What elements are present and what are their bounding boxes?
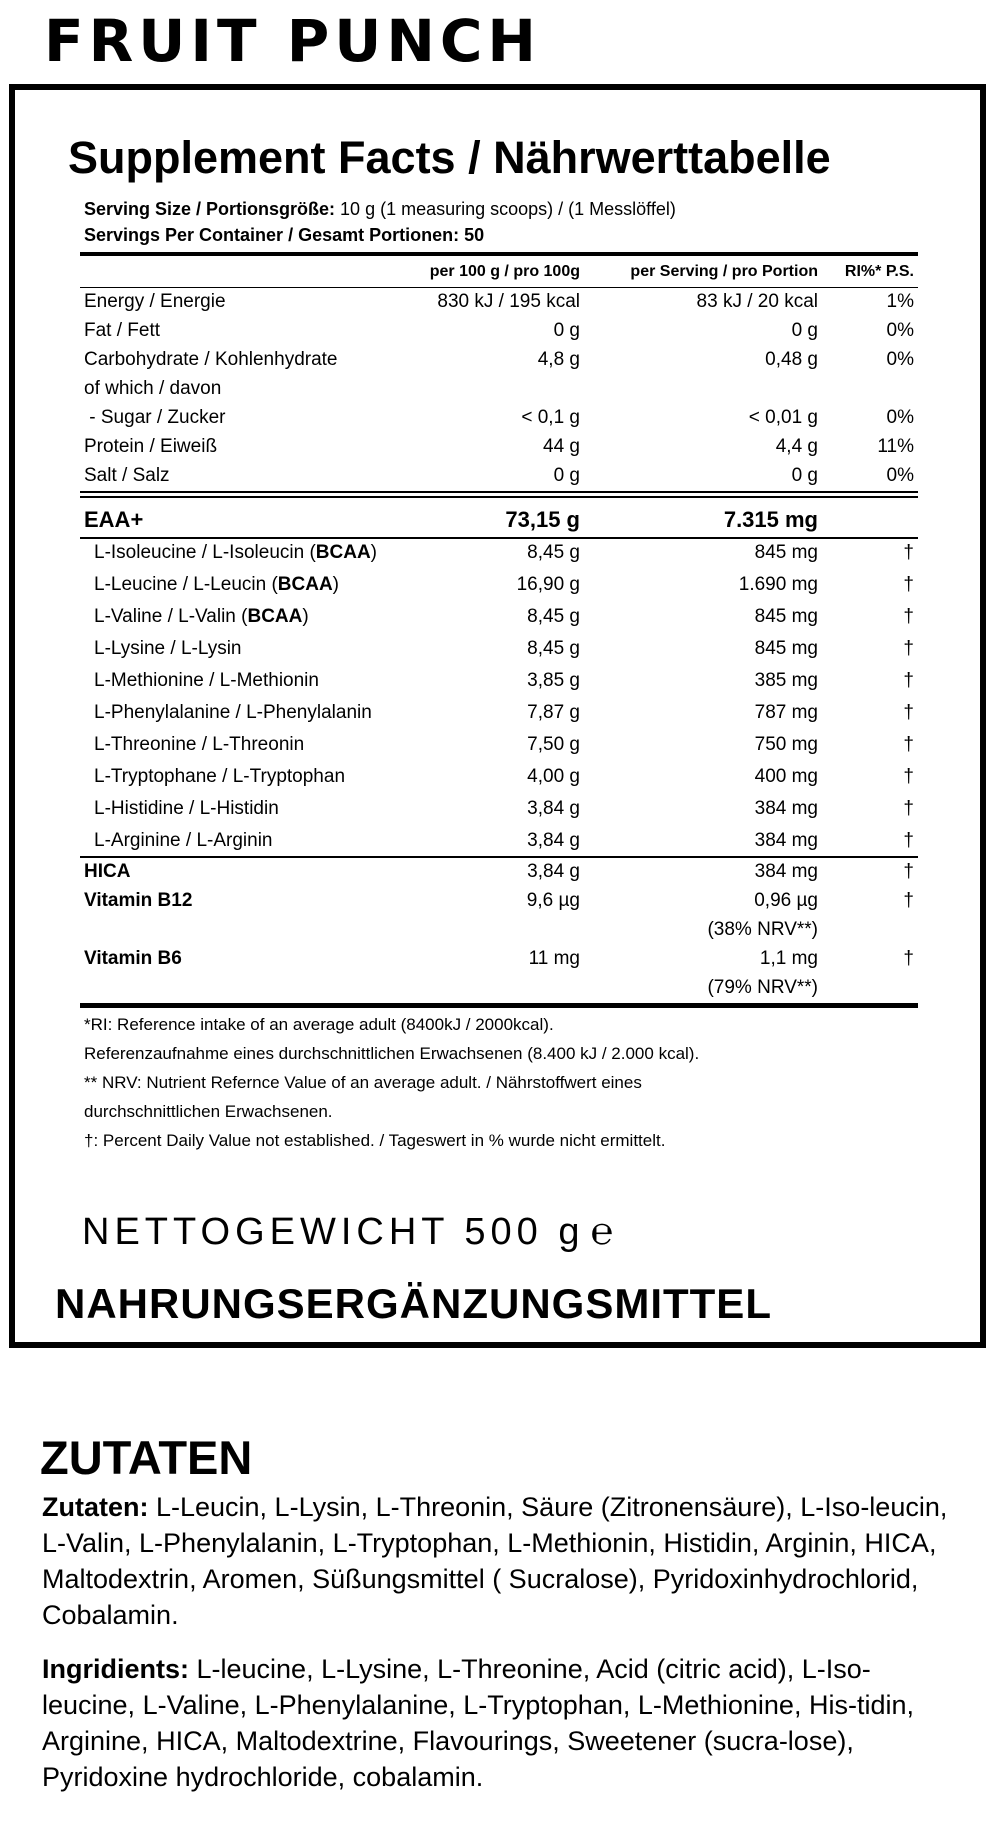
hica-name: HICA <box>84 861 131 882</box>
nutrient-name: - Sugar / Zucker <box>84 407 226 428</box>
amino-row-lysine <box>80 634 918 663</box>
amino-per-serving: 384 mg <box>754 798 818 819</box>
amino-row-methionine <box>80 666 918 695</box>
amino-per100: 7,87 g <box>527 702 580 723</box>
vitamin-b12-nrv-row <box>80 915 918 944</box>
dagger-mark: † <box>903 766 914 787</box>
dagger-mark: † <box>903 948 914 969</box>
footnote-ri: *RI: Reference intake of an average adult (8400kJ / 2000kcal). <box>84 1015 554 1034</box>
vitamin-b6-nrv-row <box>80 973 918 1002</box>
amino-per100: 8,45 g <box>527 542 580 563</box>
ingredients-en <box>42 1651 962 1795</box>
amino-per100: 3,84 g <box>527 830 580 851</box>
nutrient-name: Protein / Eiweiß <box>84 436 218 457</box>
vitamin-b6-row <box>80 944 918 973</box>
nutrient-name: Fat / Fett <box>84 320 161 341</box>
dagger-mark: † <box>903 702 914 723</box>
hica-per100: 3,84 g <box>527 861 580 882</box>
nutrient-ri: 1% <box>886 291 914 312</box>
amino-name: L-Arginine / L-Arginin <box>94 830 273 851</box>
amino-per-serving: 787 mg <box>754 702 818 723</box>
amino-per-serving: 845 mg <box>754 542 818 563</box>
amino-per-serving: 1.690 mg <box>738 574 818 595</box>
nutrient-row-salt <box>80 461 918 490</box>
footnote-ri-de: Referenzaufnahme eines durchschnittlichen Erwachsenen (8.400 kJ / 2.000 kcal). <box>84 1044 700 1063</box>
serving-size-label: Serving Size / Portionsgröße: <box>84 199 336 219</box>
vitamin-b12-per100: 9,6 µg <box>526 890 580 911</box>
nutrient-ri: 11% <box>877 436 914 457</box>
nutrient-per-serving: < 0,01 g <box>748 407 818 428</box>
dagger-mark: † <box>903 638 914 659</box>
dagger-mark: † <box>903 542 914 563</box>
nutrient-name: Carbohydrate / Kohlenhydrate <box>84 349 338 370</box>
serving-size-line <box>84 197 676 221</box>
rule-double-b <box>80 496 918 498</box>
amino-row-isoleucine <box>80 538 918 567</box>
amino-per100: 7,50 g <box>527 734 580 755</box>
nutrient-ri: 0% <box>886 465 914 486</box>
dagger-mark: † <box>903 734 914 755</box>
amino-name: L-Histidine / L-Histidin <box>94 798 279 819</box>
amino-per100: 16,90 g <box>516 574 580 595</box>
amino-name: L-Isoleucine / L-Isoleucin (BCAA) <box>94 542 377 563</box>
facts-title: Supplement Facts / Nährwerttabelle <box>68 132 831 183</box>
nutrient-per100: 44 g <box>543 436 580 457</box>
nutrient-row-sugar <box>80 403 918 432</box>
nutrient-ri: 0% <box>886 320 914 341</box>
vitamin-b6-nrv: (79% NRV**) <box>707 977 818 998</box>
nutrient-per100: 4,8 g <box>537 349 580 370</box>
dagger-mark: † <box>903 861 914 882</box>
nutrient-per-serving: 0 g <box>791 320 818 341</box>
nutrient-ri: 0% <box>886 349 914 370</box>
amino-row-histidine <box>80 794 918 823</box>
col-header-ri: RI%* P.S. <box>844 263 914 280</box>
amino-per-serving: 384 mg <box>754 830 818 851</box>
nutrient-per-serving: 0,48 g <box>765 349 818 370</box>
dagger-mark: † <box>903 830 914 851</box>
eaa-name: EAA+ <box>84 507 144 532</box>
ingredients-de-label: Zutaten: <box>42 1492 149 1522</box>
nutrient-row-carbohydrate <box>80 345 918 374</box>
amino-per-serving: 750 mg <box>754 734 818 755</box>
rule-double-a <box>80 491 918 493</box>
nutrient-per-serving: 83 kJ / 20 kcal <box>696 291 818 312</box>
footnote-nrv: ** NRV: Nutrient Refernce Value of an average adult. / Nährstoffwert eines <box>84 1073 642 1092</box>
net-weight <box>82 1208 613 1256</box>
rule-thick-bottom <box>80 1003 918 1008</box>
vitamin-b12-name: Vitamin B12 <box>84 890 193 911</box>
amino-name: L-Lysine / L-Lysin <box>94 638 242 659</box>
category-label: NAHRUNGSERGÄNZUNGSMITTEL <box>55 1280 772 1327</box>
amino-per-serving: 845 mg <box>754 638 818 659</box>
vitamin-b12-row <box>80 886 918 915</box>
ingredients-en-text: L-leucine, L-Lysine, L-Threonine, Acid (citric acid), L-Iso-leucine, L-Valine, L-Phenylalanine, L-Tryptophan, L-Methionine, His-tidin, Arginine, HICA, Maltodextrine, Flavourings, Sweetener (sucra-lose), Pyridoxine hydrochloride, cobalamin. <box>42 1654 914 1792</box>
vitamin-b12-nrv: (38% NRV**) <box>707 919 818 940</box>
nutrient-per100: 0 g <box>553 320 580 341</box>
nutrient-name: Energy / Energie <box>84 291 226 312</box>
vitamin-b6-name: Vitamin B6 <box>84 948 182 969</box>
amino-name: L-Threonine / L-Threonin <box>94 734 305 755</box>
col-header-per-serving: per Serving / pro Portion <box>630 263 818 280</box>
dagger-mark: † <box>903 670 914 691</box>
nutrient-per-serving: 0 g <box>791 465 818 486</box>
vitamin-b12-per-serving: 0,96 µg <box>754 890 818 911</box>
nutrient-row-fat <box>80 316 918 345</box>
eaa-row <box>80 503 918 537</box>
estimated-sign-icon: ℮ <box>590 1211 614 1253</box>
serving-size-value: 10 g (1 measuring scoops) / (1 Messlöffel) <box>335 199 676 219</box>
rule-thick-top <box>80 252 918 256</box>
nutrient-ri: 0% <box>886 407 914 428</box>
net-weight-text: NETTOGEWICHT 500 g <box>82 1211 585 1253</box>
amino-per-serving: 845 mg <box>754 606 818 627</box>
amino-name: L-Leucine / L-Leucin (BCAA) <box>94 574 339 595</box>
ingredients-en-label: Ingridients: <box>42 1654 189 1684</box>
nutrient-name: Salt / Salz <box>84 465 170 486</box>
nutrient-name: of which / davon <box>84 378 222 399</box>
amino-row-tryptophan <box>80 762 918 791</box>
eaa-per100: 73,15 g <box>505 507 580 532</box>
product-title: FRUIT PUNCH <box>44 7 541 75</box>
nutrient-row-energy <box>80 287 918 316</box>
servings-per-container <box>84 223 484 247</box>
amino-name: L-Tryptophane / L-Tryptophan <box>94 766 346 787</box>
eaa-per-serving: 7.315 mg <box>723 507 818 532</box>
amino-per100: 4,00 g <box>527 766 580 787</box>
amino-row-valine <box>80 602 918 631</box>
amino-row-phenylalanine <box>80 698 918 727</box>
dagger-mark: † <box>903 606 914 627</box>
dagger-mark: † <box>903 574 914 595</box>
col-header-per100: per 100 g / pro 100g <box>429 263 580 280</box>
amino-per100: 3,85 g <box>527 670 580 691</box>
amino-per100: 8,45 g <box>527 606 580 627</box>
ingredients-title: ZUTATEN <box>40 1431 253 1484</box>
vitamin-b6-per100: 11 mg <box>528 948 580 969</box>
nutrient-per100: 0 g <box>553 465 580 486</box>
column-header-row <box>80 257 918 286</box>
amino-name: L-Phenylalanine / L-Phenylalanin <box>94 702 372 723</box>
vitamin-b6-per-serving: 1,1 mg <box>759 948 818 969</box>
hica-per-serving: 384 mg <box>754 861 818 882</box>
amino-name: L-Methionine / L-Methionin <box>94 670 319 691</box>
nutrient-row-protein <box>80 432 918 461</box>
amino-row-threonine <box>80 730 918 759</box>
amino-per100: 8,45 g <box>527 638 580 659</box>
ingredients-de-text: L-Leucin, L-Lysin, L-Threonin, Säure (Zitronensäure), L-Iso-leucin, L-Valin, L-Phenylalanin, L-Tryptophan, L-Methionin, Histidin, Arginin, HICA, Maltodextrin, Aromen, Süßungsmittel ( Sucralose), Pyridoxinhydrochlorid, Cobalamin. <box>42 1492 948 1630</box>
nutrient-per100: < 0,1 g <box>521 407 580 428</box>
amino-name: L-Valine / L-Valin (BCAA) <box>94 606 309 627</box>
ingredients-de <box>42 1489 962 1633</box>
footnote-nrv-de: durchschnittlichen Erwachsenen. <box>84 1102 333 1121</box>
amino-row-leucine <box>80 570 918 599</box>
dagger-mark: † <box>903 798 914 819</box>
nutrient-per-serving: 4,4 g <box>775 436 818 457</box>
amino-per-serving: 385 mg <box>754 670 818 691</box>
nutrient-row-of-which <box>80 374 918 403</box>
hica-row <box>80 857 918 886</box>
amino-per-serving: 400 mg <box>754 766 818 787</box>
amino-per100: 3,84 g <box>527 798 580 819</box>
amino-row-arginine <box>80 826 918 855</box>
dagger-mark: † <box>903 890 914 911</box>
nutrient-per100: 830 kJ / 195 kcal <box>437 291 580 312</box>
footnote-dagger: †: Percent Daily Value not established. / Tageswert in % wurde nicht ermittelt. <box>84 1131 666 1150</box>
servings-label: Servings Per Container / Gesamt Portionen: 50 <box>84 225 485 245</box>
